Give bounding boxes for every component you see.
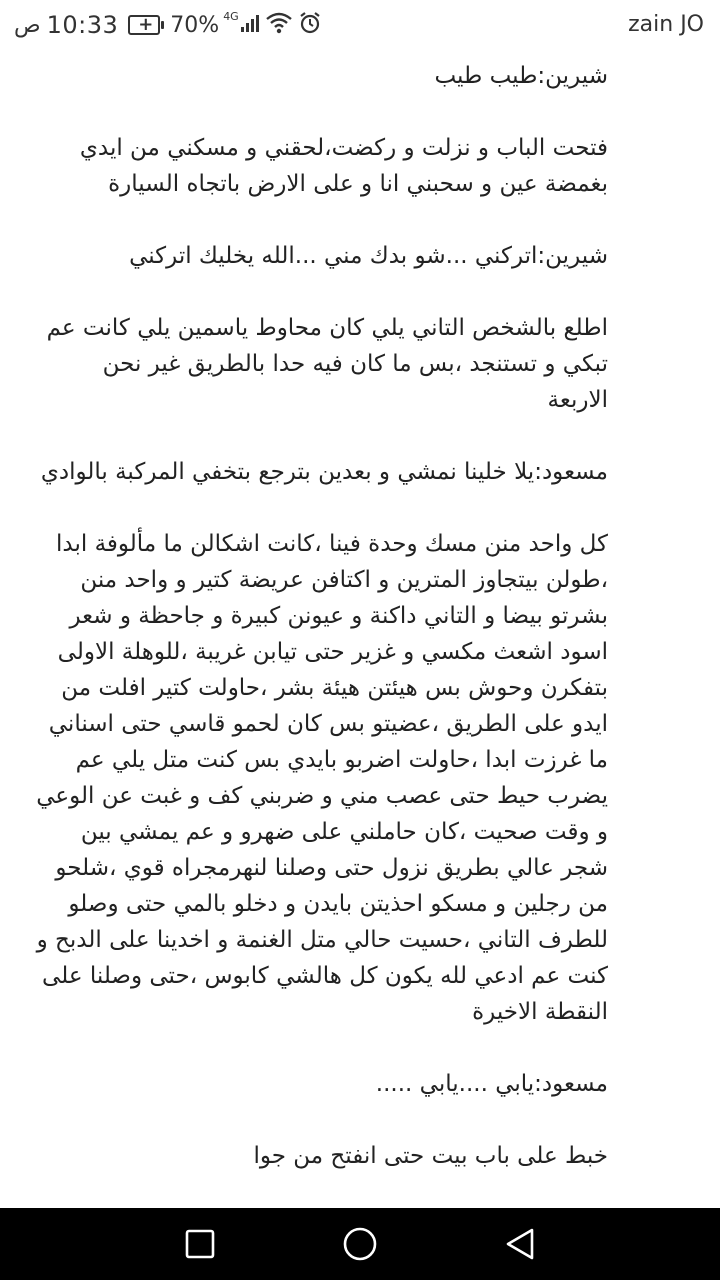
network-type: 4G [223, 9, 239, 23]
status-icons [14, 10, 328, 40]
story-paragraph: شيرين:طيب طيب [434, 63, 608, 89]
carrier-name: zain JO [628, 12, 704, 37]
battery-charging-icon: + [128, 15, 160, 35]
story-paragraph: مسعود:يلا خلينا نمشي و بعدين بترجع بتخفي المركبة بالوادي [40, 459, 608, 485]
back-triangle-icon [504, 1227, 536, 1261]
clock: 10:33 [46, 11, 119, 39]
navigation-bar [0, 1208, 720, 1280]
recents-button[interactable] [160, 1208, 240, 1280]
home-button[interactable] [320, 1208, 400, 1280]
cell-signal-icon [240, 13, 260, 37]
story-paragraph: اطلع بالشخص التاني يلي كان محاوط ياسمين يلي كانت عم تبكي و تستنجد ،بس ما كان فيه حدا بالطريق غير نحن الاربعة [46, 315, 608, 413]
recents-square-icon [184, 1228, 216, 1260]
battery-percent: 70% [170, 12, 220, 38]
story-paragraph: مسعود:يابي ....يابي ..... [375, 1071, 608, 1097]
alarm-clock-icon [298, 11, 322, 39]
story-text [0, 50, 720, 1174]
status-bar [0, 0, 720, 50]
time-suffix: ص [14, 12, 41, 38]
story-paragraph: شيرين:اتركني ...شو بدك مني ...الله يخليك اتركني [129, 243, 608, 269]
story-paragraph: كل واحد منن مسك وحدة فينا ،كانت اشكالن ما مألوفة ابدا ،طولن بيتجاوز المترين و اكتافن عريضة كتير و واحد منن بشرتو بيضا و التاني داكنة و عيونن كبيرة و جاحظة و شعر اسود اشعث مكسي و غزير حتى تيابن غريبة ،للوهلة الاولى بتفكرن وحوش بس هيئتن هيئة بشر ،حاولت كتير افلت من ايدو على الطريق ،عضيتو بس كان لحمو قاسي حتى اسناني ما غرزت ابدا ،حاولت اضربو بايدي بس كنت متل يلي عم يضرب حيط حتى عصب مني و ضربني كف و غبت عن الوعي و وقت صحيت ،كان حاملني على ضهرو و عم يمشي بين شجر عالي بطريق نزول حتى وصلنا لنهرمجراه قوي ،شلحو من رجلين و مسكو احذيتن بايدن و دخلو بالمي حتى وصلو للطرف التاني ،حسيت حالي متل الغنمة و اخدينا على الدبح و كنت عم ادعي لله يكون كل هالشي كابوس ،حتى وصلنا على النقطة الاخيرة [36, 531, 608, 1025]
story-paragraph: خبط على باب بيت حتى انفتح من جوا [253, 1143, 608, 1169]
home-circle-icon [342, 1226, 378, 1262]
story-content[interactable] [0, 50, 720, 1208]
wifi-icon [266, 12, 292, 38]
back-button[interactable] [480, 1208, 560, 1280]
story-paragraph: فتحت الباب و نزلت و ركضت،لحقني و مسكني من ايدي بغمضة عين و سحبني انا و على الارض باتجاه السيارة [79, 135, 608, 197]
